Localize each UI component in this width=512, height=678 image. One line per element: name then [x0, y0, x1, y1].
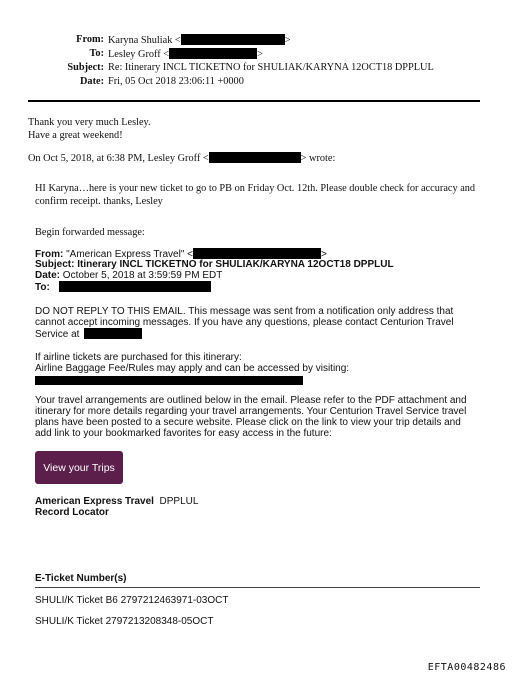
from-value: Karyna Shuliak < >	[108, 35, 291, 46]
redaction-bar	[209, 152, 301, 163]
fwd-subject: Subject: Itinerary INCL TICKETNO for SHULIAK/KARYNA 12OCT18 DPPLUL	[35, 259, 394, 270]
from-label: From:	[76, 34, 104, 45]
noreply-line-1: DO NOT REPLY TO THIS EMAIL. This message was sent from a notification only address that	[35, 306, 454, 317]
arrangements-line-2: itinerary for more details regarding your travel arrangements. Your Centurion Travel Service travel	[35, 406, 467, 417]
ticket-line-1: SHULI/K Ticket B6 2797212463971-03OCT	[35, 595, 229, 606]
record-locator-label: Record Locator	[35, 507, 109, 518]
date-label: Date:	[79, 76, 104, 87]
redaction-bar	[169, 48, 257, 59]
begin-forwarded: Begin forwarded message:	[35, 227, 145, 238]
arrangements-line-3: plans have been posted to a secure website. Please click on the link to view your trip details and	[35, 417, 461, 428]
eticket-divider	[35, 587, 480, 588]
subject-value: Re: Itinerary INCL TICKETNO for SHULIAK/KARYNA 12OCT18 DPPLUL	[108, 62, 434, 73]
header-divider	[28, 100, 480, 102]
noreply-line-3: Service at	[35, 328, 142, 340]
reply-line-2: Have a great weekend!	[28, 130, 123, 141]
redaction-bar	[59, 281, 211, 292]
reply-line-1: Thank you very much Lesley.	[28, 117, 151, 128]
to-value: Lesley Groff < >	[108, 49, 263, 60]
redaction-bar	[84, 328, 142, 339]
document-id: EFTA00482486	[427, 662, 506, 673]
quote-attribution: On Oct 5, 2018, at 6:38 PM, Lesley Groff < > wrote:	[28, 153, 336, 164]
arrangements-line-4: add link to your bookmarked favorites for easy access in the future:	[35, 428, 332, 439]
redaction-bar	[193, 248, 321, 259]
airline-line-2: Airline Baggage Fee/Rules may apply and can be accessed by visiting:	[35, 363, 350, 374]
fwd-date: Date: October 5, 2018 at 3:59:59 PM EDT	[35, 270, 223, 281]
to-label: To:	[89, 48, 104, 59]
eticket-heading: E-Ticket Number(s)	[35, 573, 127, 584]
ticket-line-2: SHULI/K Ticket 2797213208348-05OCT	[35, 616, 214, 627]
redaction-bar	[181, 34, 285, 45]
locator-line: American Express Travel DPPLUL	[35, 496, 199, 507]
lesley-message-line-2: confirm receipt. thanks, Lesley	[35, 196, 163, 207]
lesley-message-line-1: HI Karyna…here is your new ticket to go to PB on Friday Oct. 12th. Please double check for accuracy and	[35, 183, 476, 194]
view-trips-button[interactable]: View your Trips	[35, 451, 123, 484]
redaction-bar	[35, 376, 303, 385]
arrangements-line-1: Your travel arrangements are outlined below in the email. Please refer to the PDF attachment and	[35, 395, 467, 406]
subject-label: Subject:	[67, 62, 104, 73]
date-value: Fri, 05 Oct 2018 23:06:11 +0000	[108, 76, 244, 87]
noreply-line-2: cannot accept incoming messages. If you have any questions, please contact Centurion Travel	[35, 317, 454, 328]
fwd-to: To:	[35, 281, 211, 293]
airline-line-1: If airline tickets are purchased for this itinerary:	[35, 352, 242, 363]
fwd-from: From: "American Express Travel" < >	[35, 249, 327, 260]
